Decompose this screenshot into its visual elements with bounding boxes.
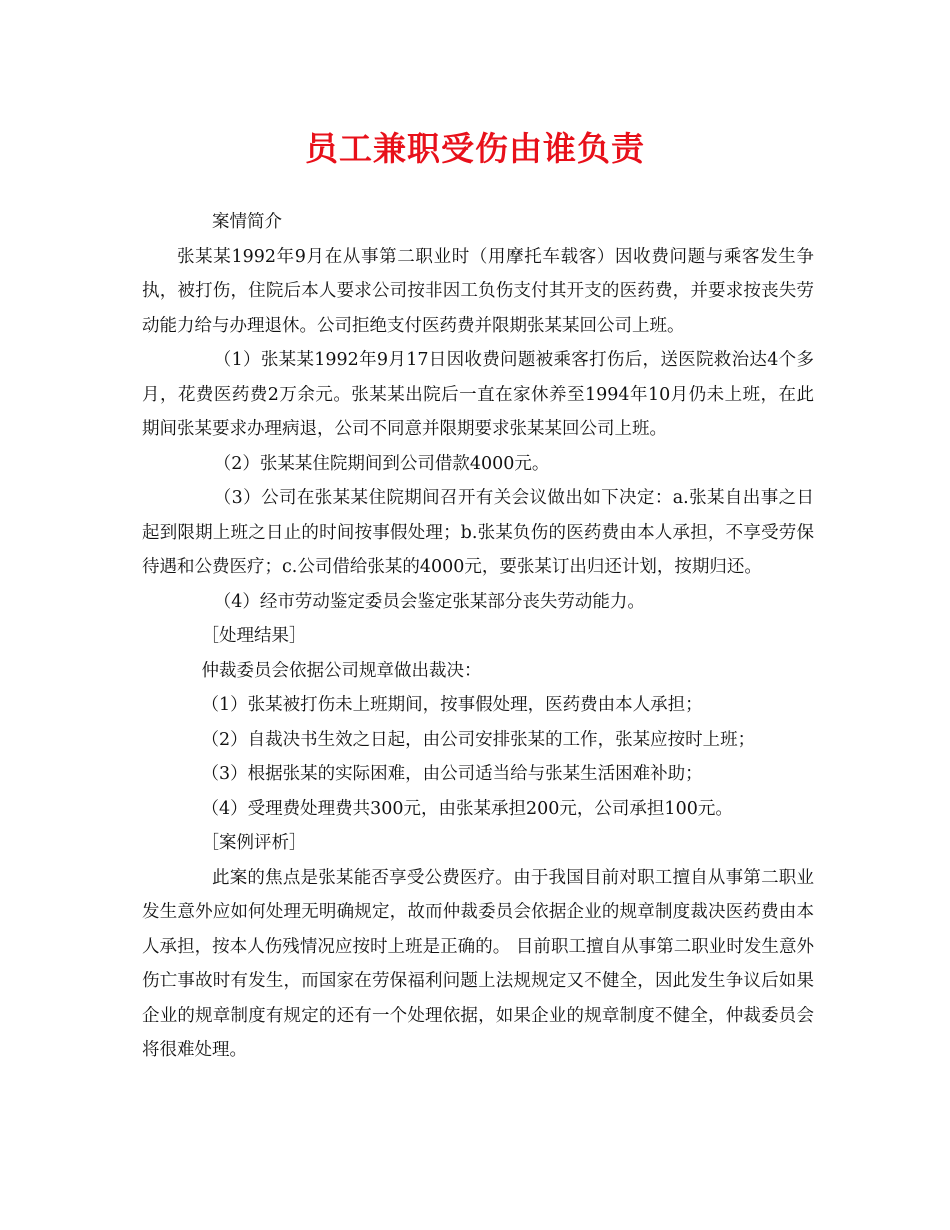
paragraph-ruling-1: （1）张某被打伤未上班期间，按事假处理，医药费由本人承担；: [201, 695, 703, 715]
section-heading-case-summary: 案情简介: [212, 212, 282, 232]
paragraph-ruling-4: （4）受理费处理费共300元，由张某承担200元，公司承担100元。: [201, 798, 733, 819]
paragraph-fact-4: （4）经市劳动鉴定委员会鉴定张某部分丧失劳动能力。: [213, 591, 645, 612]
document-body: [142, 205, 814, 1068]
paragraph-fact-1: （1）张某某1992年9月17日因收费问题被乘客打伤后，送医院救治达4个多月，花费医药费2万余元。张某某出院后一直在家休养至1994年10月仍未上班，在此期间张某要求办理病退，公司不同意并限期要求张某某回公司上班。: [142, 350, 814, 439]
paragraph-ruling-3: （3）根据张某的实际困难，由公司适当给与张某生活困难补助；: [201, 764, 703, 784]
paragraph-analysis: 此案的焦点是张某能否享受公费医疗。由于我国目前对职工擅自从事第二职业发生意外应如何处理无明确规定，故而仲裁委员会依据企业的规章制度裁决医药费由本人承担，按本人伤残情况应按时上班是正确的。 目前职工擅自从事第二职业时发生意外伤亡事故时有发生，而国家在劳保福利问题上法规规定又不健全，因此发生争议后如果企业的规章制度有规定的还有一个处理依据，如果企业的规章制度不健全，仲裁委员会将很难处理。: [142, 867, 814, 1060]
paragraph-fact-3: （3）公司在张某某住院期间召开有关会议做出如下决定：a.张某自出事之日起到限期上班之日止的时间按事假处理；b.张某负伤的医药费由本人承担，不享受劳保待遇和公费医疗；c.公司借给张某的4000元，要张某订出归还计划，按期归还。: [142, 488, 814, 577]
paragraph-case-intro: 张某某1992年9月在从事第二职业时（用摩托车载客）因收费问题与乘客发生争执，被打伤，住院后本人要求公司按非因工负伤支付其开支的医药费，并要求按丧失劳动能力给与办理退休。公司拒绝支付医药费并限期张某某回公司上班。: [142, 246, 814, 336]
paragraph-fact-2: （2）张某某住院期间到公司借款4000元。: [213, 453, 550, 474]
section-heading-result: ［处理结果］: [201, 626, 307, 646]
paragraph-ruling-intro: 仲裁委员会依据公司规章做出裁决：: [201, 660, 482, 681]
page-title: 员工兼职受伤由谁负责: [305, 129, 645, 168]
paragraph-ruling-2: （2）自裁决书生效之日起，由公司安排张某的工作，张某应按时上班；: [201, 729, 756, 750]
section-heading-analysis: ［案例评析］: [201, 833, 307, 853]
